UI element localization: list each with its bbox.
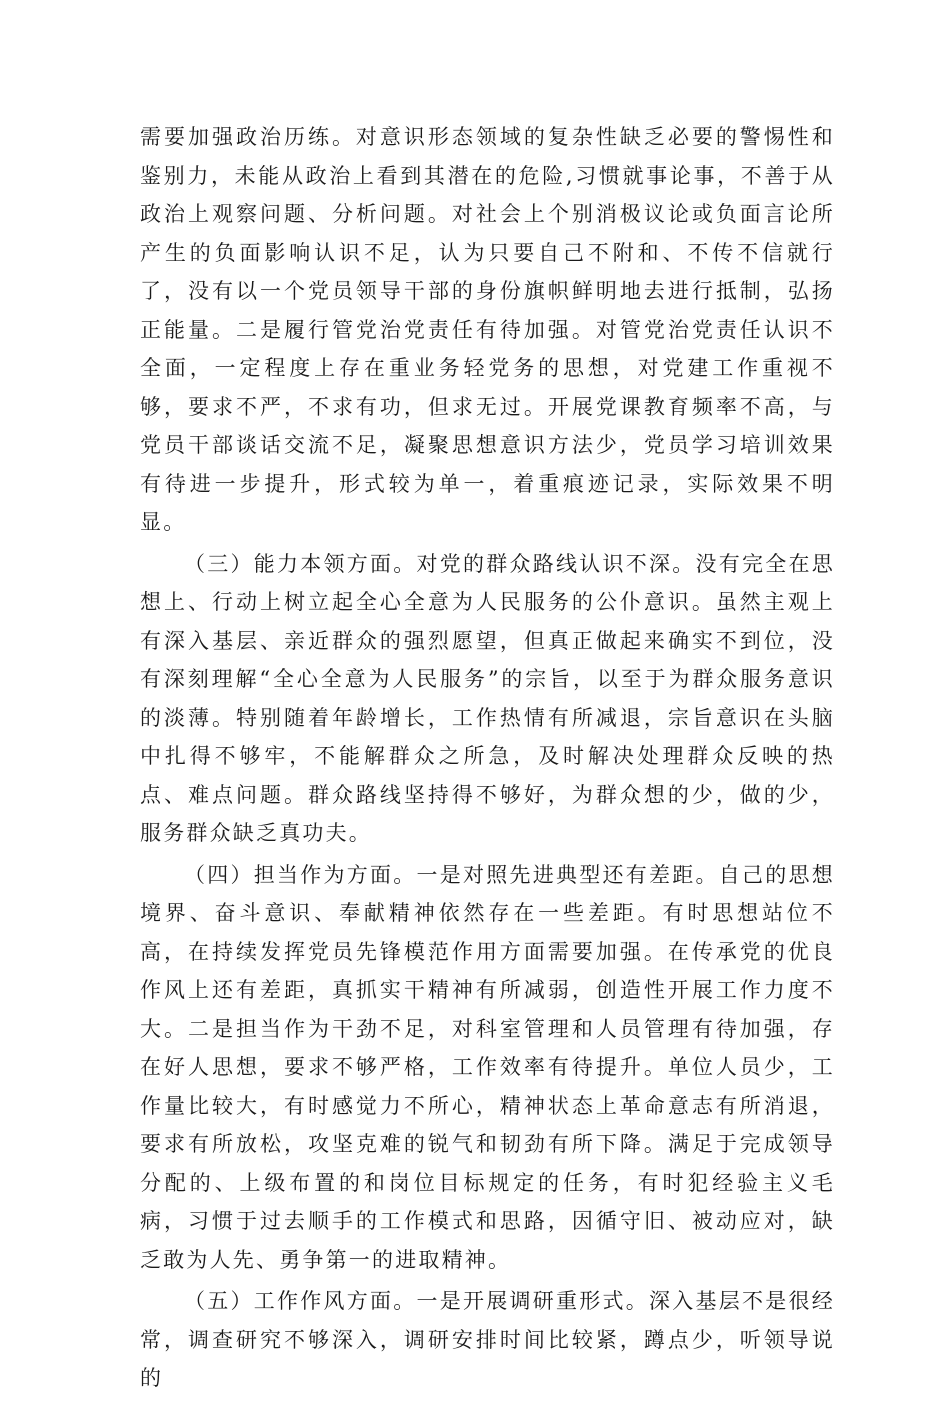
document-body [140, 118, 835, 1401]
paragraph-ability: （三）能力本领方面。对党的群众路线认识不深。没有完全在思想上、行动上树立起全心全意为人民服务的公仆意识。虽然主观上有深入基层、亲近群众的强烈愿望，但真正做起来确实不到位，没有深刻理解“全心全意为人民服务”的宗旨，以至于为群众服务意识的淡薄。特别随着年龄增长，工作热情有所减退，宗旨意识在头脑中扎得不够牢，不能解群众之所急，及时解决处理群众反映的热点、难点问题。群众路线坚持得不够好，为群众想的少，做的少，服务群众缺乏真功夫。 [140, 551, 835, 845]
paragraph-continued: 需要加强政治历练。对意识形态领域的复杂性缺乏必要的警惕性和鉴别力，未能从政治上看到其潜在的危险,习惯就事论事，不善于从政治上观察问题、分析问题。对社会上个别消极议论或负面言论所产生的负面影响认识不足，认为只要自己不附和、不传不信就行了，没有以一个党员领导干部的身份旗帜鲜明地去进行抵制，弘扬正能量。二是履行管党治党责任有待加强。对管党治党责任认识不全面，一定程度上存在重业务轻党务的思想，对党建工作重视不够，要求不严，不求有功，但求无过。开展党课教育频率不高，与党员干部谈话交流不足，凝聚思想意识方法少，党员学习培训效果有待进一步提升，形式较为单一，着重痕迹记录，实际效果不明显。 [140, 125, 835, 534]
paragraph-work-style: （五）工作作风方面。一是开展调研重形式。深入基层不是很经常，调查研究不够深入，调研安排时间比较紧，蹲点少，听领导说的 [140, 1289, 835, 1390]
paragraph-responsibility: （四）担当作为方面。一是对照先进典型还有差距。自己的思想境界、奋斗意识、奉献精神依然存在一些差距。有时思想站位不高，在持续发挥党员先锋模范作用方面需要加强。在传承党的优良作风上还有差距，真抓实干精神有所减弱，创造性开展工作力度不大。二是担当作为干劲不足，对科室管理和人员管理有待加强，存在好人思想，要求不够严格，工作效率有待提升。单位人员少，工作量比较大，有时感觉力不所心，精神状态上革命意志有所消退，要求有所放松，攻坚克难的锐气和韧劲有所下降。满足于完成领导分配的、上级布置的和岗位目标规定的任务，有时犯经验主义毛病，习惯于过去顺手的工作模式和思路，因循守旧、被动应对，缺乏敢为人先、勇争第一的进取精神。 [140, 862, 835, 1272]
